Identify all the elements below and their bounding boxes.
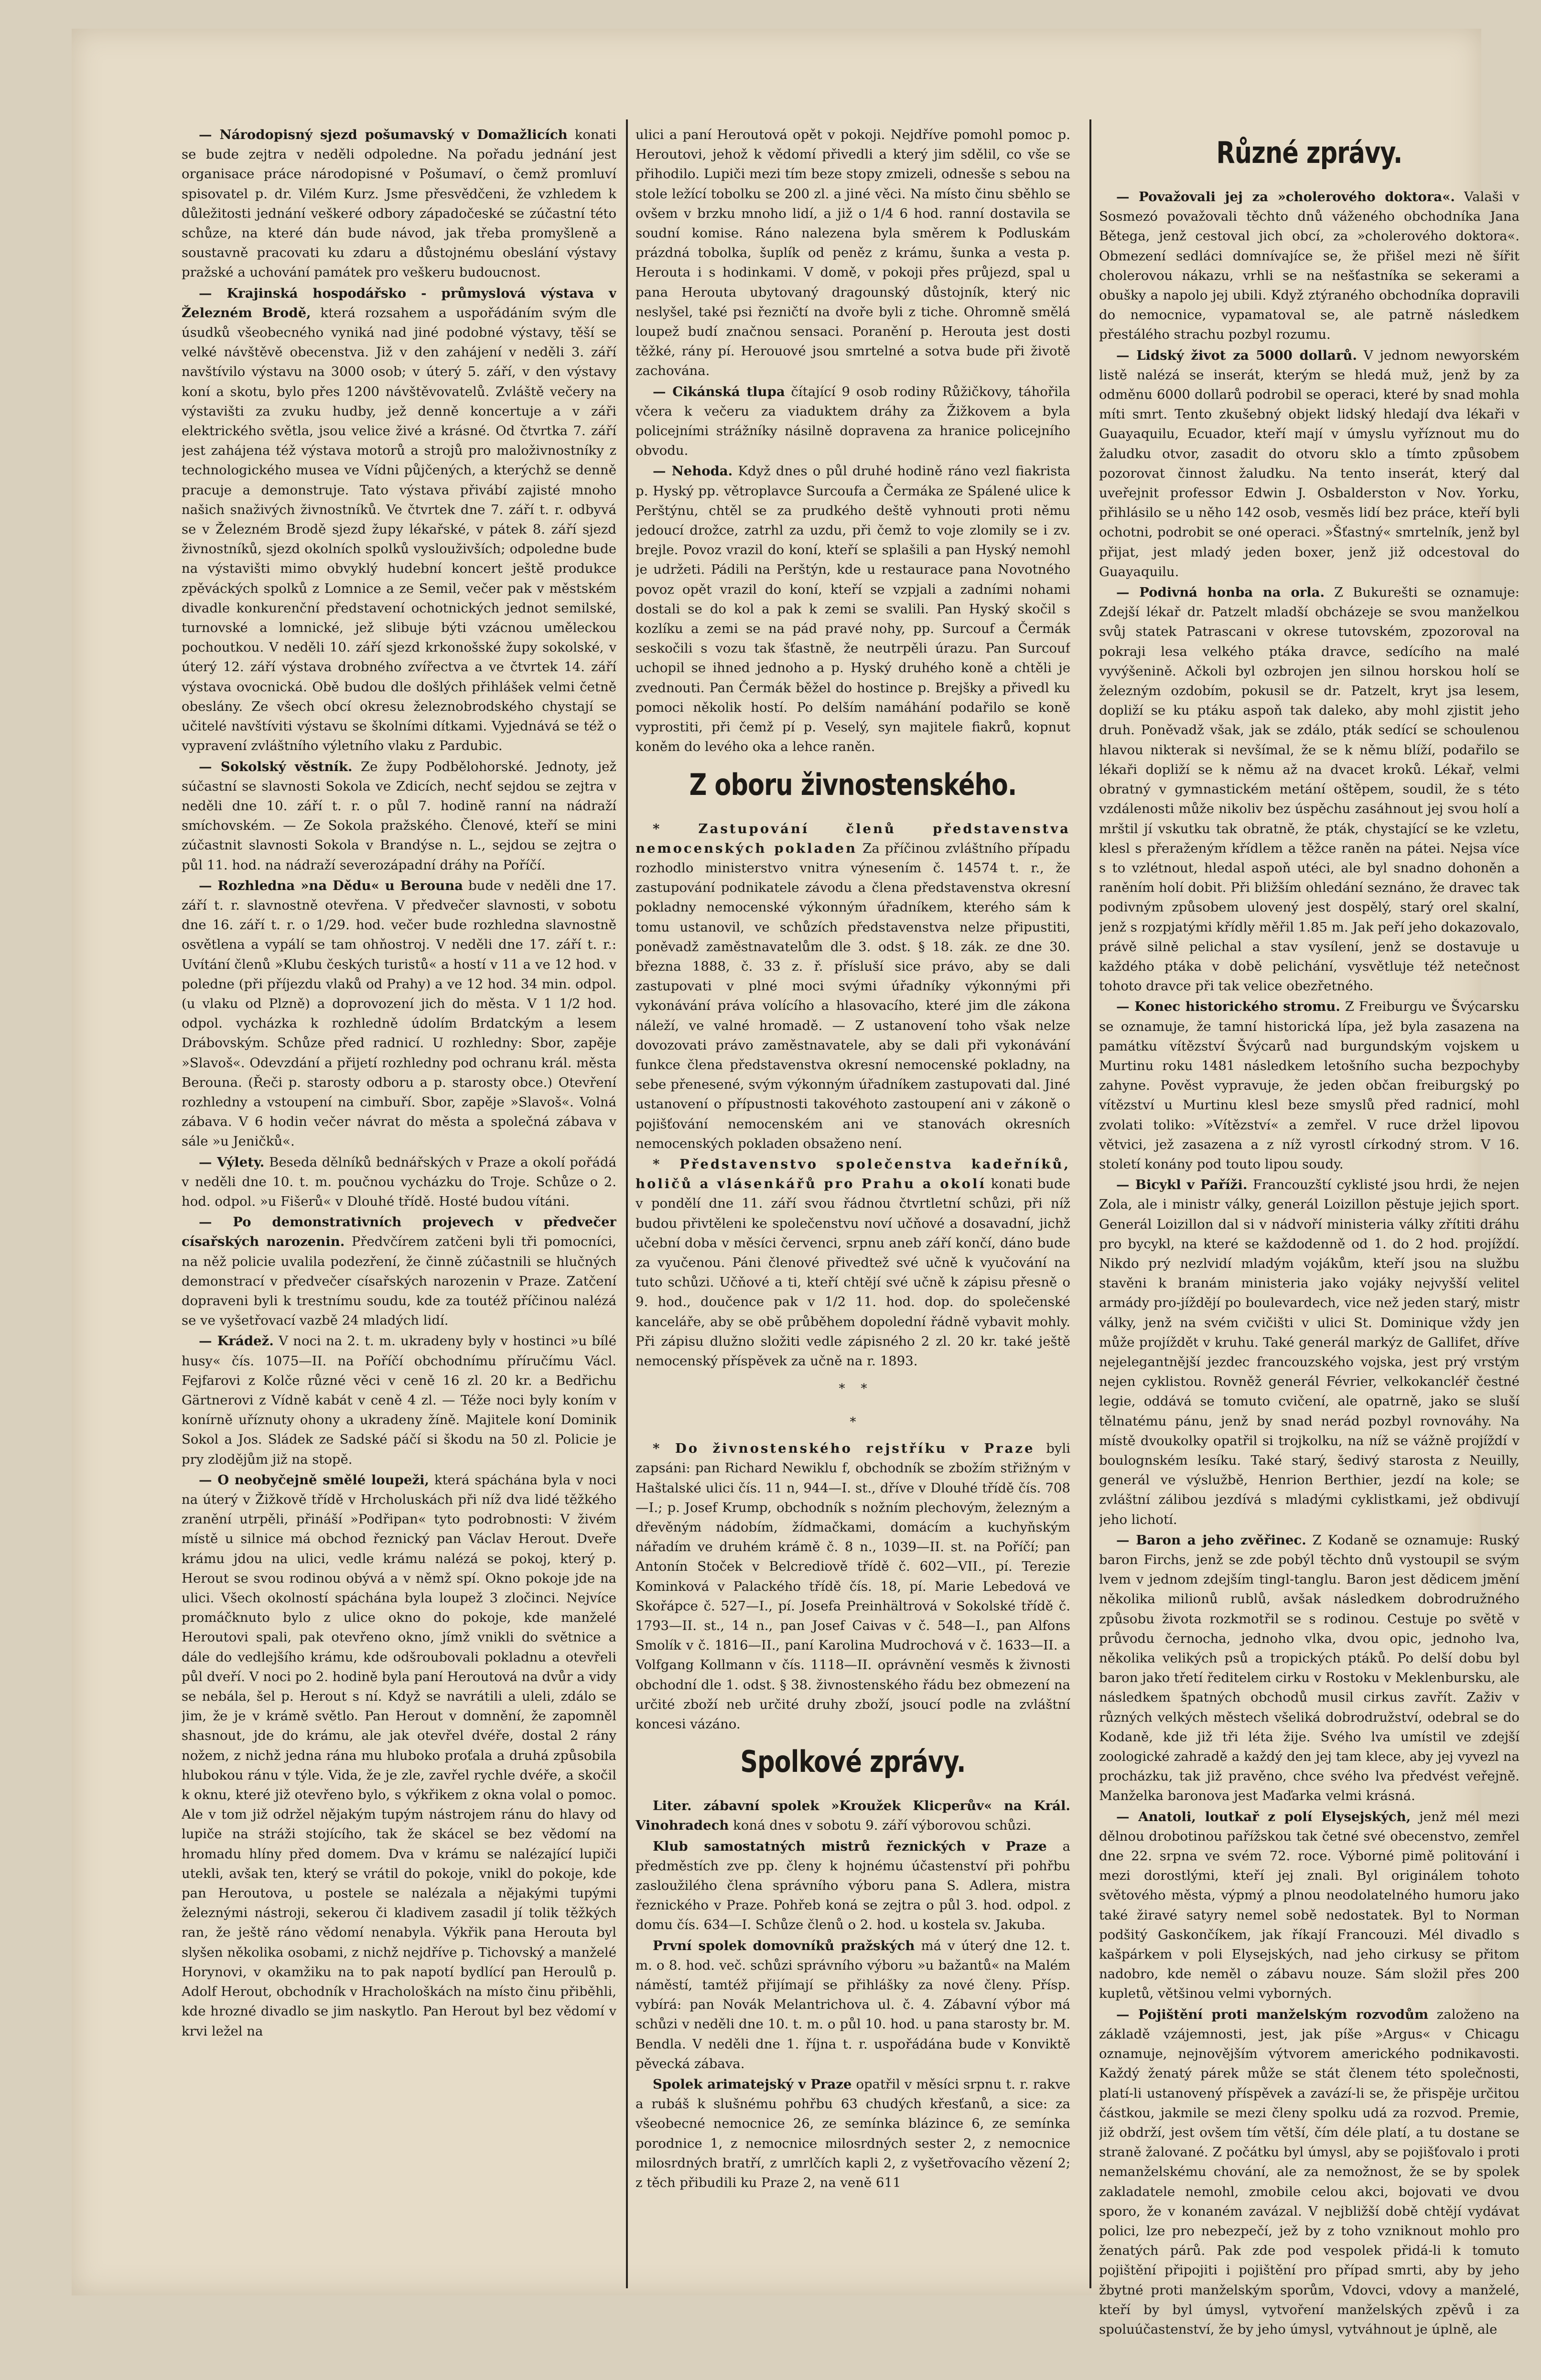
article: — O neobyčejně smělé loupeži, která spáchána byla v noci na úterý v Žižkově třídě v Hrcholuskách při níž dva lidé těžkého zranění utrpěli, přináší »Podřipan« tyto podrobnosti: V živém místě u silnice má obchod řeznický pan Václav Herout. Dveře krámu jdou na ulici, vedle krámu nalézá se pokoj, který p. Herout se svou rodinou obývá a v němž spí. Okno pokoje jde na ulici. Všech okolností spáchána byla loupež 3 zločinci. Nejvíce promáčknuto bylo z ulice okno do pokoje, kde manželé Heroutovi spali, pak otevřeno okno, jímž vnikli do světnice a dále do vedlejšího krámu, kde odšroubovali pokladnu a otevřeli půl dveří. V noci po 2. hodině byla paní Heroutová na dvůr a vidy se nebála, šel p. Herout s ní. Když se navrátili a uleli, zdálo se jim, že je v krámě světlo. Pan Herout v domnění, že zapomněl shasnout, jde do krámu, ale jak otevřel dvéře, dostal 2 rány nožem, z nichž jedna rána mu hluboko proťala a druhá způsobila hlubokou ránu v týle. Vida, že je zle, zavřel rychle dvéře, a skočil k oknu, které již otevřeno bylo, s výkřikem z okna volal o pomoc. Ale v tom již održel nějakým tupým nástrojem ránu do hlavy od lupiče na stráži stojícího, tak že skácel se bez vědomí na hromadu hlíny před domem. Dva v krámu se nalézající lupiči utekli, avšak ten, který se vrátil do pokoje, vnikl do pokoje, kde pan Heroutova, u postele se nalézala a nějakými tupými železnými nástroji, sekerou či kladivem zasadil jí tolik těžkých ran, že ještě ráno vědomí nenabyla. Výkřik pana Herouta byl slyšen několika osobami, z nichž nejdříve p. Tichovský a manželé Horynovi, v okamžiku na to pak napotí bydlící pan Heroulů p. Adolf Herout, obchodník v Hrachološkách na místo činu přiběhli, kde hrozné divadlo se jim naskytlo. Pan Herout byl bez vědomí v krvi ležel na: [182, 1472, 616, 2039]
article: — Konec historického stromu. Z Freiburgu ve Švýcarsku se oznamuje, že tamní historická lípa, jež byla zasazena na památku vítězství Švýcarů nad burgundským vojskem u Murtinu roku 1481 následkem letošního sucha bezpochyby zahyne. Pověst vypravuje, že jeden občan freiburgský po vítězství u Murtinu klesl beze smyslů před radnicí, mohl zvolati toliko: »Vítězství« a zemřel. V ruce držel lipovou větvici, jež zasazena a z níž vyrostl církodný strom. V 16. století konány pod touto lipou soudy.: [1099, 999, 1519, 1172]
article: — Považovali jej za »cholerového doktora«. Valaši v Sosmezó považovali těchto dnů váženého obchodníka Jana Bětega, jenž cestoval jich obcí, za »cholerového doktora«. Obmezení sedláci domnívajíce se, že přišel mezi ně šířit cholerovou nákazu, vrhli se na nešťastníka se sekerami a obušky a napolo jej ubili. Když ztýraného obchodníka dopravili do nemocnice, vypamatoval se, ale patrně následkem přestálého strachu pozbyl rozumu.: [1099, 189, 1519, 343]
article: Spolek arimatejský v Praze opatřil v měsíci srpnu t. r. rakve a rubáš k slušnému pohřbu 63 chudých křesťanů, a sice: za všeobecné nemocnice 26, ze semínka blázince 6, ze semínka porodnice 1, z nemocnice milosrdných sester 2, z nemocnice milosrdných bratří, z umrlčích kapli 2, z vyšetřovacího vězení 2; z těch přibudili ku Praze 2, na veně 611: [636, 2077, 1070, 2191]
article: — Výlety. Beseda dělníků bednářských v Praze a okolí pořádá v neděli dne 10. t. m. poučnou vycházku do Troje. Schůze o 2. hod. odpol. »u Fišerů« v Dlouhé třídě. Hosté budou vítáni.: [182, 1154, 616, 1209]
article: Liter. zábavní spolek »Kroužek Klicperův« na Král. Vinohradech koná dnes v sobotu 9. září výborovou schůzi.: [636, 1798, 1070, 1833]
article: — Bicykl v Paříži. Francouzští cyklisté jsou hrdi, že nejen Zola, ale i ministr války, generál Loizillon pěstuje jejich sport. Generál Loizillon dal si v nádvoří ministeria války zřítiti dráhu pro bycykl, na které se každodenně od 1. do 2 hod. projíždí. Nikdo prý nezlvidí mladým vojákům, kteří jsou na službu stavěni k branám ministeria jako vojáky nejvyšší velitel armády pro-jíždějí po boulevardech, vice než jeden starý, mistr války, jenž na svém cvičišti v ulici St. Dominique vždy jen může projíždět v kruhu. Také generál markýz de Gallifet, dříve nejelegantnější jezdec francouzského vojska, jest prý vrstým nejen cyklistou. Rovněž generál Février, velkokancléř čestné legie, oddává se tomuto cvičení, ale opatrně, jako se sluší tělnatému pánu, jenž by snad nerád pozbyl rovnováhy. Na místě dvoukolky opatřil si trojkolku, na níž se vážně projíždí v boulognském lesíku. Také starý, šedivý starosta z Neuilly, generál ve výslužbě, Henrion Berthier, jezdí na kole; se zvláštní zálibou jezdívá s mladými cyklistkami, jež obdivují jeho lichotí.: [1099, 1177, 1519, 1527]
article: — Anatoli, loutkař z polí Elysejských, jenž mél mezi dělnou drobotinou pařížskou tak četné své obecenstvo, zemřel dne 22. srpna ve svém 72. roce. Výborné pimě politování i mezi dorostlými, kteří jej znali. Byl originálem tohoto světového města, výpmý a plnou neodolatelného humoru jako také žiravé satyry nemel sobě nedostatek. Byl to Norman podšitý Gaskončíkem, jak říkají Francouzi. Mél divadlo s kašpárkem v poli Elysejských, nad jeho cirkusy se přitom nadobro, kde neměl o zábavu nouze. Sám složil přes 200 kupletů, většinou velmi vyborných.: [1099, 1809, 1519, 2002]
article: * Zastupování členů představenstva nemocenských pokladen Za příčinou zvláštního případu rozhodlo ministerstvo vnitra výnesením č. 14574 t. r., že zastupování podnikatele závodu a člena představenstva okresní pokladny nemocenské výkonným úřadníkem, kterého sám k tomu ustanovil, ve schůzích představenstva nelze připustiti, poněvadž zaměstnavatelům dle 3. odst. § 18. zák. ze dne 30. března 1888, č. 33 z. ř. přísluší sice právo, aby se dali zastupovati v plné moci svými úřadníky výkonnými při vykonávání práva volícího a hlasovacího, které jim dle zákona náleží, ve valné hromadě. — Z ustanovení toho však nelze dovozovati právo zaměstnavatele, aby se dali při vykonávání funkce člena představenstva okresní nemocenské pokladny, na sebe přenesené, svým výkonným úřadníkem zastupovati dal. Jiné ustanovení o přípustnosti takovéhoto zastoupení ani v zákoně o pojišťování nemocenském ani ve stanovách okresních nemocenských pokladen obsaženo není.: [636, 821, 1070, 1151]
column-divider: [626, 119, 628, 2288]
column-2: [636, 125, 1070, 2380]
column-1: [182, 125, 616, 2380]
article: — Lidský život za 5000 dollarů. V jednom newyorském listě nalézá se inserát, kterým se hledá muž, jenž by za odměnu 6000 dollarů podrobil se operaci, které by snad mohla míti smrt. Tento zkušebný objekt lidský hledají dva lékaři v Guayaquilu, Ecuador, kteří mají v úmyslu vyříznout mu do žaludku otvor, zasadit do otvoru sklo a tímto způsobem pozorovat činnost žaludku. Na tento inserát, který dal uveřejnit professor Edwin J. Osbalderston v Nov. Yorku, přihlásilo se u něho 142 osob, vesměs lidí bez práce, kteří byli ochotni, podrobit se oné operaci. »Šťastný« smrtelník, jenž byl přijat, jest mladý jeden boxer, jenž již odcestoval do Guayaquilu.: [1099, 347, 1519, 579]
article: — Cikánská tlupa čítající 9 osob rodiny Růžičkovy, táhořila včera k večeru za viaduktem dráhy za Žižkovem a byla policejními strážníky násilně dopravena za hranice policejního obvodu.: [636, 384, 1070, 459]
article: — Krádež. V noci na 2. t. m. ukradeny byly v hostinci »u bílé husy« čís. 1075—II. na Poříčí obchodnímu příručímu Václ. Fejfarovi z Kolče různé věci v ceně 16 zl. 20 kr. a Bedřichu Gärtnerovi z Vídně kabát v ceně 4 zl. — Téže noci byly koním v konírně uříznuty ohony a ukradeny žíně. Majitele koní Dominik Sokol a Jos. Sládek ze Sadské páčí si škodu na 50 zl. Policie je pry zlodějům již na stopě.: [182, 1333, 616, 1467]
article: — Sokolský věstník. Ze župy Podbělohorské. Jednoty, jež súčastní se slavnosti Sokola ve Zdicích, nechť sejdou se zejtra v neděli dne 10. září t. r. o půl 7. hodině ranní na nádraží smíchovském. — Ze Sokola pražského. Členové, kteří se mini zúčastnit slavnosti Sokola v Brandýse n. L., sejdou se zejtra o půl 11. hod. na nádraží severozápadní dráhy na Poříčí.: [182, 759, 616, 873]
section-heading: Různé zprávy.: [1216, 135, 1402, 170]
column-3: [1099, 125, 1519, 2380]
article: — Podivná honba na orla. Z Bukurešti se oznamuje: Zdejší lékař dr. Patzelt mladší obcházeje se svou manželkou svůj statek Patrascani v okrese tutovském, zpozoroval na pokraji lesa velkého ptáka dravce, sedícího na malé vyvýšenině. Ačkoli byl ozbrojen jen silnou horskou holí se železným ozdobím, pokusil se dr. Patzelt, kryt jsa lesem, dopliží se ku ptáku aspoň tak daleko, aby mohl zjistit jeho druh. Poněvadž však, jak se zdálo, pták sedící se schoulenou hlavou nikterak si nevšímal, že se k němu blíží, podařilo se lékaři dopliží se k němu až na dvacet kroků. Lékař, velmi obratný v gymnastickém metání oštěpem, soudil, že s této vzdálenosti může nikoliv bez úspěchu zasáhnout jej svou holí a mrštil jí vskutku tak obratně, že pták, chystající se ke vzletu, klesl s přeraženým křídlem a těžce raněn na pátei. Nejsa více s to vzlétnout, hledal aspoň utéci, ale byl snadno dohoněn a raněním holí dobit. Při bližším ohledání seznáno, že dravec tak podivným způsobem ulovený jest dospělý, starý orel skalní, jenž s rozpjatými křídly měřil 1.85 m. Jak peří jeho dokazovalo, právě silně pelichal a stav vysílení, jenž se dostavuje u každého ptáka v době pelichání, vysvětluje též netečnost tohoto dravce při tak velice obezřetného.: [1099, 585, 1519, 994]
article: — Po demonstrativních projevech v předvečer císařských narozenin. Předvčírem zatčeni byli tři pomocníci, na něž policie uvalila podezření, že činně zúčastnili se hlučných demonstrací v předvečer císařských narozenin v Praze. Zatčení dopraveni byli k trestnímu soudu, kde za toutéž příčinou nalézá se ve vyšetřovací vazbě 24 mladých lidí.: [182, 1214, 616, 1329]
article: * Představenstvo společenstva kadeřníků, holičů a vlásenkářů pro Prahu a okolí konati bude v pondělí dne 11. září svou řádnou čtvrtletní schůzi, při níž budou přivtěleni ke společenstvu noví učňové a dosavadní, jichž učební doba v měsíci červenci, srpnu aneb září končí, dáno bude za vyučenou. Páni členové přivedtež své učně k vyučování na tuto schůzi. Učňové a ti, kteří chtějí své učně k zápisu přesně o 9. hod., doučence pak v 1/2 11. hod. dop. do společenské kanceláře, aby se obě průběhem dopolední řádně vybavit mohly. Při zápisu dlužno složiti vedle zápisného 2 zl. 20 kr. také ještě nemocenský příspěvek za učně na r. 1893.: [636, 1156, 1070, 1369]
article: — Rozhledna »na Dědu« u Berouna bude v neděli dne 17. září t. r. slavnostně otevřena. V předvečer slavnosti, v sobotu dne 16. září t. r. o 1/29. hod. večer bude rozhledna slavnostně osvětlena a vypálí se tam ohňostroj. V neděli dne 17. září t. r.: Uvítání členů »Klubu českých turistů« a hostí v 11 a ve 12 hod. v poledne (při příjezdu vlaků od Prahy) a ve 12 hod. 34 min. odpol. (u vlaku od Plzně) a doprovození jich do města. V 1 1/2 hod. odpol. vycházka k rozhledně údolím Brdatckým a lesem Drábovským. Schůze před radnicí. U rozhledny: Sbor, zapěje »Slavoš«. Odevzdání a přijetí rozhledny pod ochranu král. města Berouna. (Řeči p. starosty odboru a p. starosty obce.) Otevření rozhledny a vstoupení na cimbuří. Sbor, zapěje »Slavoš«. Volná zábava. V 6 hodin večer návrat do města a společná zábava v sále »u Jeničků«.: [182, 878, 616, 1149]
article: * Do živnostenského rejstříku v Praze byli zapsáni: pan Richard Newiklu f, obchodník se zbožím střižným v Haštalské ulici čís. 11 n, 944—I. st., dříve v Dlouhé třídě čís. 708—I.; p. Josef Krump, obchodník s nožním plechovým, železným a dřevěným nádobím, žídmačkami, domácím a kuchyňským nářadím ve druhém krámě č. 8 n., 1039—II. st. na Poříčí; pan Antonín Stoček v Belcrediově třídě č. 602—VII., pí. Terezie Kominková v Palackého třídě čís. 18, pí. Marie Lebedová ve Skořápce č. 527—I., pí. Josefa Preinhältrová v Sokolské třídě č. 1793—II. st., 14 n., pan Josef Caivas v č. 548—I., pan Alfons Smolík v č. 1816—II., paní Karolina Mudrochová v č. 1633—II. a Volfgang Kollmann v čís. 1118—II. oprávnění vesměs k živnosti obchodní dle 1. odst. § 38. živnostenského řádu bez obmezení na určité zboží neb určité druhy zboží, jsoucí podle na zvláštní koncesi vázáno.: [636, 1441, 1070, 1732]
separator-stars: * * *: [839, 1382, 867, 1430]
column-divider: [1089, 119, 1091, 2288]
article: — Baron a jeho zvěřinec. Z Kodaně se oznamuje: Ruský baron Firchs, jenž se zde pobýl těchto dnů vystoupil se svým lvem v jednom zdejším tingl-tanglu. Baron jest dědicem jmění několika milionů rublů, avšak následkem dobrodružného způsobu života rozkmotřil se s rodinou. Cestuje po světě v průvodu černocha, jednoho vlka, dvou opic, jednoho lva, několika velikých psů a tropických ptáků. Po delší dobu byl baron jako třetí ředitelem cirku v Rostoku v Meklenbursku, ale následkem špatných obchodů musil cirkus zavřít. Zaživ v různých velkých městech všeliká dobrodružství, odebral se do Kodaně, kde již tři léta žije. Svého lva umístil ve zdejší zoologické zahradě a každý den jej tam klece, aby jej vyvezl na procházku, tak již pravěno, chce svého lva předvést veřejně. Manželka baronova jest Maďarka velmi krásná.: [1099, 1532, 1519, 1804]
article: První spolek domovníků pražských má v úterý dne 12. t. m. o 8. hod. več. schůzi správního výboru »u bažantů« na Malém náměstí, tamtéž přijímají se přihlášky za nové členy. Přísp. vybírá: pan Novák Melantrichova ul. č. 4. Zábavní výbor má schůzi v neděli dne 10. t. m. o půl 10. hod. u pana starosty br. M. Bendla. V neděli dne 1. října t. r. uspořádána bude v Konviktě pěvecká zábava.: [636, 1938, 1070, 2071]
article: — Krajinská hospodářsko - průmyslová výstava v Železném Brodě, která rozsahem a uspořádáním svým dle úsudků všeobecného vyniká nad jiné podobné výstavy, těší se velké návštěvě obecenstva. Již v den zahájení v neděli 3. září navštívilo výstavu na 3000 osob; v úterý 5. září, v den výstavy koní a skotu, bylo přes 1200 návštěvovatelů. Zvláště večery na výstavišti za zvuku hudby, jež denně koncertuje a v záři elektrického světla, jsou velice živé a krásné. Od čtvrtka 7. září jest zahájena též výstava motorů a strojů pro maloživnostníky z technologického musea ve Vídni půjčených, a kterýchž se denně pracuje a demonstruje. Tato výstava přivábí zajisté mnoho našich snaživých živnostníků. Ve čtvrtek dne 7. září t. r. odbyvá se v Železném Brodě sjezd župy lékařské, v pátek 8. září sjezd živnostníků, sjezd okolních spolků vyslouživších; odpoledne bude na výstavišti mimo obvyklý hudební koncert ještě produkce zpěváckých spolků z Lomnice a ze Semil, večer pak v městském divadle konkurenční představení ochotnických jednot semilské, turnovské a lomnické, jež slibuje býti vzácnou uměleckou pochoutkou. V neděli 10. září sjezd krkonošské župy sokolské, v úterý 12. září výstava drobného zvířectva a ve čtvrtek 14. září výstava ovocnická. Obě budou dle došlých přihlášek velmi četně obeslány. Ze všech obcí okresu železnobrodského chystají se učitelé navštíviti výstavu se školními dítkami. Vyjednává se též o vypravení zvláštního výletního vlaku z Pardubic.: [182, 285, 616, 754]
article: — Národopisný sjezd pošumavský v Domažlicích konati se bude zejtra v neděli odpoledne. Na pořadu jednání jest organisace práce národopisné v Pošumaví, o čemž promluví spisovatel p. dr. Vilém Kurz. Jsme přesvědčeni, že vzhledem k důležitosti jednání veškeré odbory západočeské se zúčastní této schůze, na které dán bude návod, jak třeba promyšleně a soustavně pracovati ku zdaru a důstojnému obeslání výstavy pražské a uchování památek pro veškeru budoucnost.: [182, 127, 616, 280]
section-heading: Z oboru živnostenského.: [689, 767, 1017, 802]
article: ulici a paní Heroutová opět v pokoji. Nejdříve pomohl pomoc p. Heroutovi, jehož k vědomí přivedli a který jim sdělil, co vše se přihodilo. Lupiči mezi tím beze stopy zmizeli, odnesše s sebou na stole ležící tobolku se 200 zl. a jiné věci. Na místo činu sběhlo se ovšem v brzku mnoho lidí, a již o 1/4 6 hod. ranní dostavila se soudní komise. Ráno nalezena byla směrem k Podluskám prázdná tobolka, šuplík od peněz z krámu, šunka a vesta p. Herouta i s hodinkami. V domě, v pokoji přes průjezd, spal u pana Herouta ubytovaný dragounský důstojník, který nic neslyšel, také psi řezničtí na dvoře byli z tiche. Ohromně smělá loupež budí značnou sensaci. Poranění p. Herouta jest dosti těžké, rány pí. Herouové jsou smrtelné a sotva bude při životě zachována.: [636, 127, 1070, 379]
section-heading: Spolkové zprávy.: [740, 1744, 966, 1780]
article: — Nehoda. Když dnes o půl druhé hodině ráno vezl fiakrista p. Hyský pp. větroplavce Surcoufa a Čermáka ze Spálené ulice k Perštýnu, chtěl se za prudkého deště vyhnouti proti němu jedoucí drožce, zatrhl za uzdu, při čemž to voje zlomily se i zv. brejle. Povoz vrazil do koní, kteří se splašili a pan Hyský nemohl je udržeti. Pádili na Perštýn, kde u restaurace pana Novotného povoz opět vrazil do koní, kteří se vzpjali a zadními nohami dostali se do kol a pak k zemi se svalili. Pan Hyský skočil s kozlíku a zemi se na pád pravé nohy, pp. Surcouf a Čermák seskočili s vozu tak šťastně, že neutrpěli úrazu. Pan Surcouf uchopil se ihned jednoho a p. Hyský druhého koně a chtěli je zvednouti. Pan Čermák běžel do hostince p. Brejšky a přivedl ku pomoci několik hostí. Po delším namáhání podařilo se koně vyprostiti, při čemž pí p. Veselý, syn majitele fiakrů, kopnut koněm do levého oka a lehce raněn.: [636, 463, 1070, 755]
article: Klub samostatných mistrů řeznických v Praze a předměstích zve pp. členy k hojnému účastenství při pohřbu zasloužilého člena správního výboru pana S. Adlera, mistra řeznického v Praze. Pohřeb koná se zejtra o půl 3. hod. odpol. z domu čís. 634—I. Schůze členů o 2. hod. u kostela sv. Jakuba.: [636, 1838, 1070, 1933]
article: — Pojištění proti manželským rozvodům založeno na základě vzájemnosti, jest, jak píše »Argus« v Chicagu oznamuje, nejnovějším výtvorem amerického podnikavosti. Každý ženatý párek může se stát členem této společnosti, platí-li ustanovený příspěvek a zavází-li se, že přispěje určitou částkou, jakmile se mezi členy spolku udá za rozvod. Premie, již obdrží, jest ovšem tím větší, čím déle platí, a tu dostane se straně žalované. Z počátku byl úmysl, aby se pojišťovalo i proti nemanželskému chování, ale za nemožnost, že se by spolek zakladatele nemohl, zmobile celou akci, bojovati ve dvou sporo, že v konaném zavázal. V nejbližší době chtějí vydávat polici, lze pro nebezpečí, jež by z toho vzniknout mohlo pro ženatých párů. Pak zde pod vespolek přidá-li k tomuto pojištění připojiti i pojištění pro případ smrti, aby by jeho žbytné proti manželským sporům, Vdovci, vdovy a manželé, kteří by byl úmysl, vytvoření manželských zpěvů i za spoluúčastenství, že by jeho úmysl, vytváhnout je úplně, ale: [1099, 2006, 1519, 2337]
